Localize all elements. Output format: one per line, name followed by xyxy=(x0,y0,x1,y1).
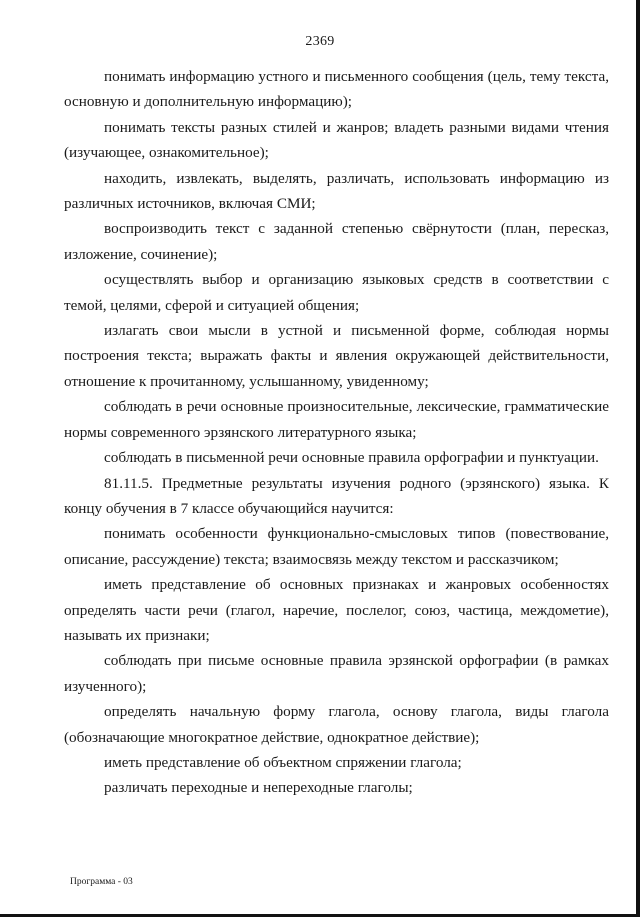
paragraph: различать переходные и непереходные глаголы; xyxy=(104,779,413,797)
paragraph: понимать тексты разных стилей и жанров; владеть разными видами чтения (изучающее, ознакомительное); xyxy=(64,118,609,162)
paragraph: соблюдать при письме основные правила эрзянской орфографии (в рамках изученного); xyxy=(64,652,609,695)
paragraph: осуществлять выбор и организацию языковых средств в соответствии с темой, целями, сферой и ситуацией общения; xyxy=(64,271,609,314)
paragraph: находить, извлекать, выделять, различать, использовать информацию из различных источников, включая СМИ; xyxy=(64,169,609,213)
paragraph: определять начальную форму глагола, основу глагола, виды глагола (обозначающие многократное действие, однократное действие); xyxy=(64,703,609,746)
paragraph: иметь представление об основных признаках и жанровых особенностях определять части речи (глагол, наречие, послелог, союз, частица, междометие), называть их признаки; xyxy=(64,576,609,644)
page-edge-right xyxy=(636,0,640,917)
paragraph: воспроизводить текст с заданной степенью свёрнутости (план, пересказ, изложение, сочинение); xyxy=(64,220,609,263)
paragraph: соблюдать в письменной речи основные правила орфографии и пунктуации. xyxy=(104,449,599,467)
paragraph: соблюдать в речи основные произносительные, лексические, грамматические нормы современного эрзянского литературного языка; xyxy=(64,398,609,441)
paragraph: понимать информацию устного и письменного сообщения (цель, тему текста, основную и дополнительную информацию); xyxy=(64,68,609,111)
footer-label: Программа - 03 xyxy=(70,877,133,887)
paragraph: понимать особенности функционально-смысловых типов (повествование, описание, рассуждение) текста; взаимосвязь между текстом и рассказчиком; xyxy=(64,525,609,568)
document-body xyxy=(64,64,609,801)
paragraph: иметь представление об объектном спряжении глагола; xyxy=(104,753,462,771)
section-heading-paragraph: 81.11.5. Предметные результаты изучения родного (эрзянского) языка. К концу обучения в 7 классе обучающийся научится: xyxy=(64,474,609,517)
paragraph: излагать свои мысли в устной и письменной форме, соблюдая нормы построения текста; выражать факты и явления окружающей действительности, отношение к прочитанному, услышанному, увиденному; xyxy=(64,322,609,390)
page-number: 2369 xyxy=(305,34,335,49)
